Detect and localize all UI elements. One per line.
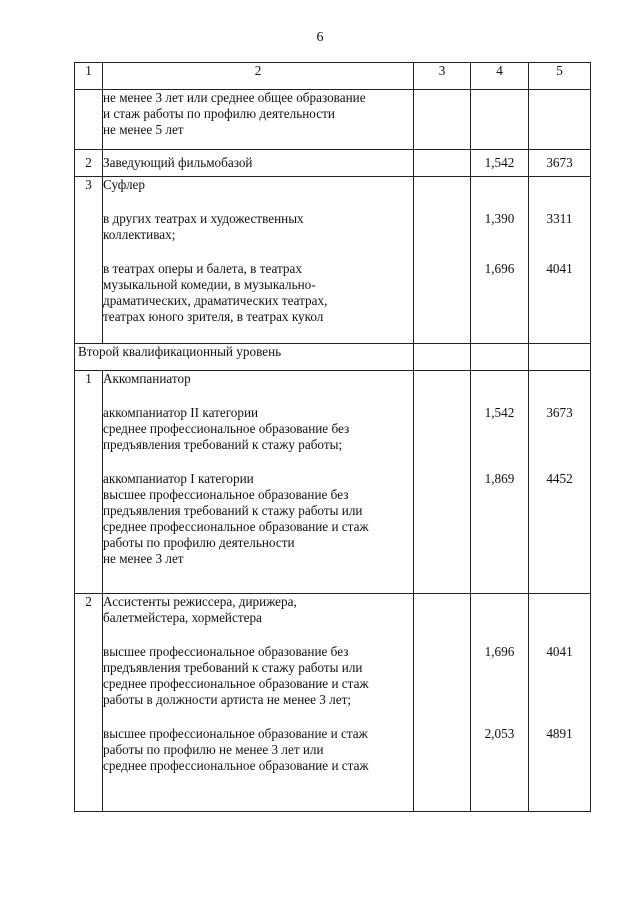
section-title: Второй квалификационный уровень: [75, 344, 414, 371]
salary: 3311: [546, 211, 573, 226]
coefficient: 1,542: [484, 405, 515, 420]
position-title: Ассистенты режиссера, дирижера,: [103, 594, 297, 609]
header-col-5: 5: [529, 63, 591, 90]
table-row: [75, 371, 591, 594]
position-title: Заведующий фильмобазой: [103, 150, 414, 177]
coefficient: 1,696: [484, 644, 515, 659]
table-row: [75, 177, 591, 344]
header-col-4: 4: [471, 63, 529, 90]
position-title: Суфлер: [103, 177, 145, 192]
header-col-1: 1: [75, 63, 103, 90]
continuation-text: не менее 3 лет или среднее общее образование и стаж работы по профилю деятельности не менее 5 лет: [103, 90, 414, 150]
position-cell: Суфлер в других театрах и художественных коллективах; в театрах оперы и балета, в театрах музыкальной комедии, в музыкально- драматических, драматических театрах, театрах юного зрителя, в театрах кукол: [103, 177, 414, 344]
coefficient: 1,869: [484, 471, 515, 486]
salary: 4891: [546, 726, 573, 741]
salary: 3673: [546, 405, 573, 420]
table-row: [75, 594, 591, 812]
table-row: [75, 90, 591, 150]
table-header-row: [75, 63, 591, 90]
coefficient: 1,542: [471, 150, 529, 177]
table-row: [75, 150, 591, 177]
row-number: 3: [75, 177, 103, 344]
position-cell: Ассистенты режиссера, дирижера, балетмейстера, хормейстера высшее профессиональное образование без предъявления требований к стажу работы или среднее профессиональное образование и стаж работы в должности артиста не менее 3 лет; высшее профессиональное образование и стаж работы по профилю не менее 3 лет или среднее профессиональное образование и стаж: [103, 594, 414, 812]
salary: 4041: [546, 261, 573, 276]
coefficient: 1,696: [484, 261, 515, 276]
section-row: [75, 344, 591, 371]
row-number: 2: [75, 150, 103, 177]
coefficient: 2,053: [484, 726, 515, 741]
salary: 4452: [546, 471, 573, 486]
header-col-3: 3: [414, 63, 471, 90]
salary: 3673: [529, 150, 591, 177]
header-col-2: 2: [103, 63, 414, 90]
coefficient: 1,390: [484, 211, 515, 226]
position-title: Аккомпаниатор: [103, 371, 191, 386]
row-number: 1: [75, 371, 103, 594]
page-number: 6: [316, 30, 324, 45]
row-number: 2: [75, 594, 103, 812]
position-cell: Аккомпаниатор аккомпаниатор II категории среднее профессиональное образование без предъявления требований к стажу работы; аккомпаниатор I категории высшее профессиональное образование без предъявления требований к стажу работы или среднее профессиональное образование и стаж работы по профилю деятельности не менее 3 лет: [103, 371, 414, 594]
salary: 4041: [546, 644, 573, 659]
salary-table: [74, 62, 591, 812]
